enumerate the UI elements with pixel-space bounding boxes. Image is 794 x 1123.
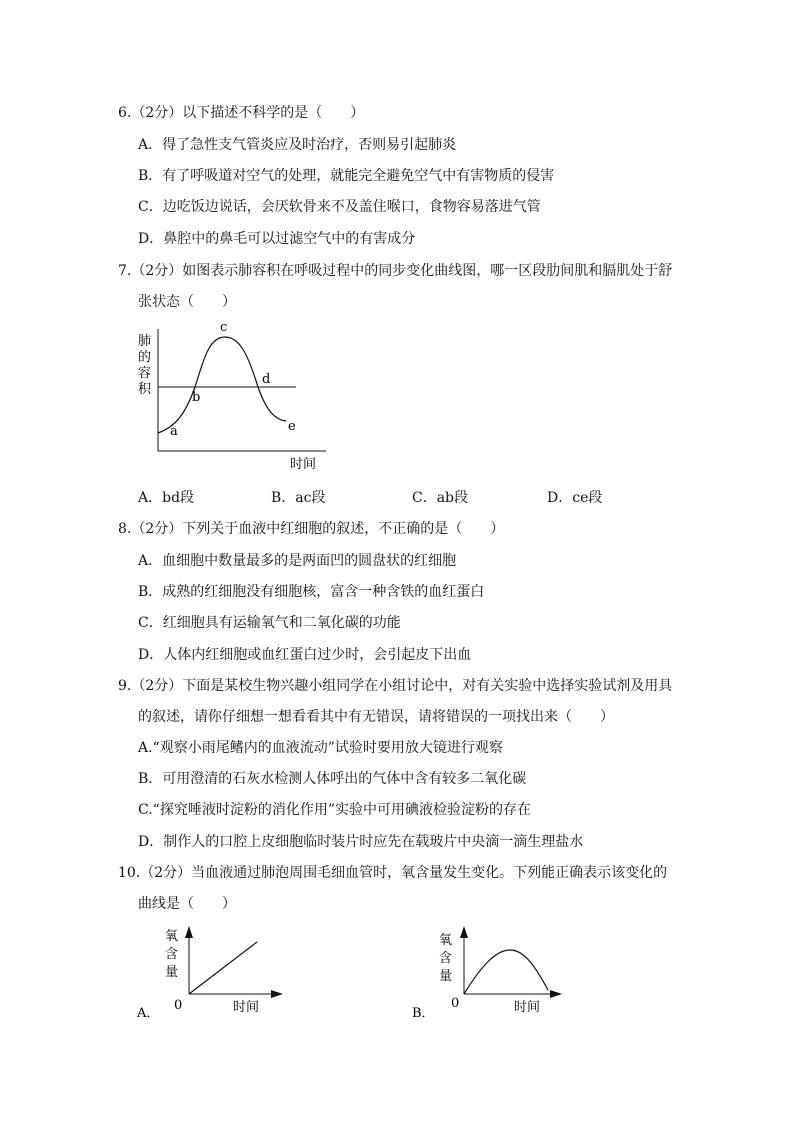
- graph-b-y-arrow-icon: [460, 926, 468, 938]
- question-8-option-a: A．血细胞中数量最多的是两面凹的圆盘状的红细胞: [138, 553, 457, 569]
- graph-b-ylabel-2: 量: [439, 969, 453, 984]
- question-7-stem: 7.（2分）如图表示肺容积在呼吸过程中的同步变化曲线图，哪一区段肋间肌和膈肌处于舒: [118, 263, 673, 279]
- question-8-option-d: D．人体内红细胞或血红蛋白过少时，会引起皮下出血: [138, 647, 472, 663]
- question-7-option-a: A．bd段: [138, 490, 195, 506]
- figure-point-a: a: [170, 424, 178, 439]
- question-9-stem: 9.（2分）下面是某校生物兴趣小组同学在小组讨论中，对有关实验中选择实验试剂及用具: [118, 678, 673, 694]
- graph-a-ylabel-1: 含: [165, 947, 179, 962]
- question-7-stem-cont: 张状态（ ）: [138, 294, 236, 310]
- question-6-option-b: B．有了呼吸道对空气的处理，就能完全避免空气中有害物质的侵害: [138, 168, 555, 184]
- question-7-option-c: C．ab段: [412, 490, 469, 506]
- figure-xlabel: 时间: [290, 457, 317, 472]
- question-6-option-c: C．边吃饭边说话，会厌软骨来不及盖住喉口，食物容易落进气管: [138, 199, 541, 215]
- question-9-option-d: D．制作人的口腔上皮细胞临时装片时应先在载玻片中央滴一滴生理盐水: [138, 834, 584, 850]
- figure-ylabel-1: 的: [138, 350, 152, 365]
- question-9-option-b: B．可用澄清的石灰水检测人体呼出的气体中含有较多二氧化碳: [138, 771, 527, 787]
- question-7-option-d: D．ce段: [547, 490, 603, 506]
- graph-b-option: B．: [412, 1006, 435, 1021]
- graph-a-ylabel-0: 氧: [165, 929, 179, 944]
- graph-a-curve: [189, 942, 257, 994]
- question-6-option-a: A．得了急性支气管炎应及时治疗，否则易引起肺炎: [138, 137, 457, 153]
- question-8-option-b: B．成熟的红细胞没有细胞核，富含一种含铁的血红蛋白: [138, 584, 485, 600]
- graph-b-ylabel-0: 氧: [439, 933, 453, 948]
- figure-ylabel-2: 容: [138, 366, 152, 381]
- graph-a-option: A．: [137, 1006, 160, 1021]
- graph-b: [410, 918, 575, 1028]
- question-10-stem-cont: 曲线是（ ）: [138, 896, 236, 912]
- graph-b-ylabel-1: 含: [439, 951, 453, 966]
- question-6-option-d: D．鼻腔中的鼻毛可以过滤空气中的有害成分: [138, 231, 416, 247]
- graph-b-origin: 0: [451, 996, 460, 1011]
- question-8-option-c: C．红细胞具有运输氧气和二氧化碳的功能: [138, 615, 401, 631]
- lung-volume-figure: [130, 315, 350, 475]
- figure-point-c: c: [220, 320, 228, 335]
- figure-ylabel-0: 肺: [138, 334, 152, 349]
- question-6-stem: 6.（2分）以下描述不科学的是（ ）: [118, 105, 365, 121]
- question-9-option-c: C.“探究唾液时淀粉的消化作用”实验中可用碘液检验淀粉的存在: [138, 802, 531, 818]
- figure-point-e: e: [288, 419, 296, 434]
- graph-b-curve: [464, 950, 548, 994]
- question-7-option-b: B．ac段: [271, 490, 326, 506]
- question-9-stem-cont: 的叙述，请你仔细想一想看看其中有无错误，请将错误的一项找出来（ ）: [138, 709, 614, 725]
- question-9-option-a: A.“观察小雨尾鳍内的血液流动”试验时要用放大镜进行观察: [138, 740, 503, 756]
- graph-b-xlabel: 时间: [514, 1000, 541, 1015]
- graph-a-ylabel-2: 量: [165, 965, 179, 980]
- question-8-stem: 8.（2分）下列关于血液中红细胞的叙述，不正确的是（ ）: [118, 521, 505, 537]
- graph-a-y-arrow-icon: [185, 926, 193, 938]
- graph-a-origin: 0: [174, 998, 183, 1013]
- graph-a-xlabel: 时间: [233, 1000, 260, 1015]
- figure-ylabel-3: 积: [138, 382, 152, 397]
- graph-a-x-arrow-icon: [271, 990, 283, 998]
- figure-point-d: d: [262, 372, 271, 387]
- graph-b-x-arrow-icon: [550, 990, 562, 998]
- figure-point-b: b: [192, 390, 201, 405]
- graph-a: [135, 918, 300, 1028]
- question-10-stem: 10.（2分）当血液通过肺泡周围毛细血管时，氧含量发生变化。下列能正确表示该变化的: [118, 865, 668, 881]
